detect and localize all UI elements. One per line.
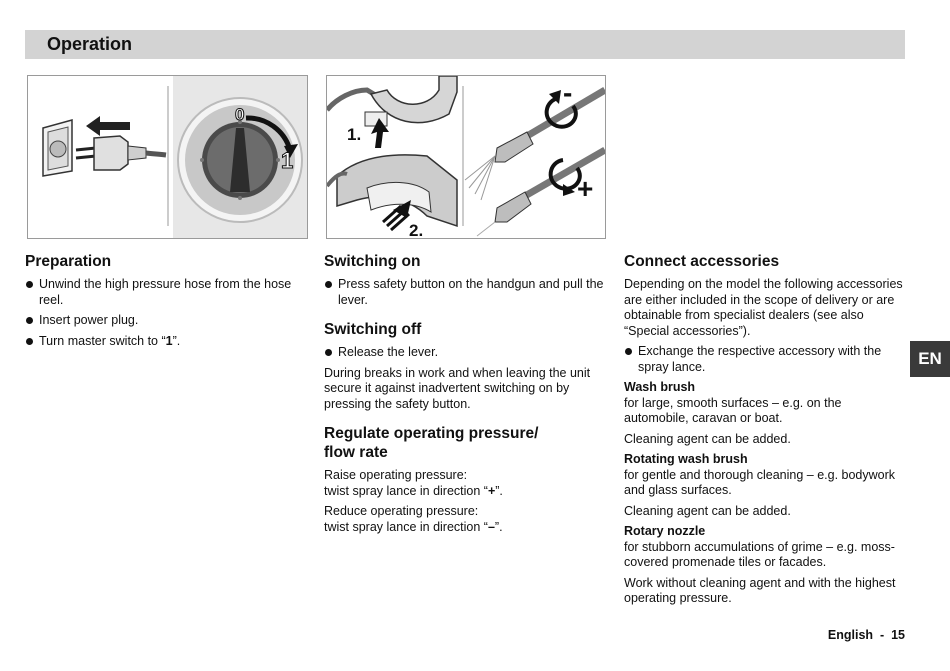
section-header-bar bbox=[25, 30, 905, 59]
wash-brush-title: Wash brush bbox=[624, 380, 696, 394]
spray-lance-icon bbox=[465, 90, 605, 236]
bullet-icon bbox=[625, 348, 632, 355]
accessories-heading: Connect accessories bbox=[624, 253, 780, 270]
bullet-icon bbox=[26, 317, 33, 324]
raise-pressure-text: Raise operating pressure: twist spray lance in direction “+”. bbox=[324, 468, 503, 498]
power-socket-icon bbox=[43, 120, 72, 176]
master-switch-dial bbox=[178, 98, 302, 222]
switching-off-note: During breaks in work and when leaving the unit secure it against inadvertent switching on by pressing the safety button. bbox=[324, 365, 591, 411]
bullet-item: Press safety button on the handgun and pull the lever. bbox=[324, 277, 609, 308]
lance-label-minus: - bbox=[563, 77, 573, 108]
bullet-item: Insert power plug. bbox=[25, 313, 308, 329]
rotary-nozzle-note: Work without cleaning agent and with the highest operating pressure. bbox=[624, 575, 896, 605]
rotary-nozzle-desc: for stubborn accumulations of grime – e.g. moss-covered promenade tiles or facades. bbox=[624, 539, 895, 569]
switching-off-heading: Switching off bbox=[324, 321, 422, 338]
reduce-pressure-text: Reduce operating pressure: twist spray lance in direction “–”. bbox=[324, 504, 503, 534]
bullet-item: Release the lever. bbox=[324, 345, 609, 361]
lance-label-plus: + bbox=[577, 173, 594, 204]
dial-label-off: 0 bbox=[235, 105, 245, 124]
step-label-1: 1. bbox=[347, 125, 362, 144]
bullet-icon bbox=[26, 338, 33, 345]
rotating-brush-note: Cleaning agent can be added. bbox=[624, 503, 791, 518]
bullet-icon bbox=[26, 281, 33, 288]
column-accessories bbox=[624, 252, 909, 612]
wash-brush-note: Cleaning agent can be added. bbox=[624, 431, 791, 446]
figure-plug-and-switch bbox=[27, 75, 308, 239]
page-footer: English - 15 bbox=[827, 628, 905, 642]
column-switching bbox=[324, 252, 609, 540]
language-tab: EN bbox=[910, 341, 950, 377]
wash-brush-desc: for large, smooth surfaces – e.g. on the automobile, caravan or boat. bbox=[624, 395, 842, 425]
rotary-nozzle-title: Rotary nozzle bbox=[624, 524, 706, 538]
bullet-icon bbox=[325, 281, 332, 288]
bullet-item: Unwind the high pressure hose from the hose reel. bbox=[25, 277, 308, 308]
switching-on-heading: Switching on bbox=[324, 253, 421, 270]
bullet-item: Exchange the respective accessory with the spray lance. bbox=[624, 344, 909, 375]
regulate-heading: Regulate operating pressure/ flow rate bbox=[324, 425, 539, 461]
preparation-heading: Preparation bbox=[25, 253, 112, 270]
figure-handgun-and-lance bbox=[326, 75, 606, 239]
handgun-icon bbox=[327, 76, 457, 226]
bullet-icon bbox=[325, 349, 332, 356]
bullet-item: Turn master switch to “1”. bbox=[25, 334, 308, 350]
page-title: Operation bbox=[47, 34, 133, 54]
accessories-intro: Depending on the model the following accessories are either included in the scope of delivery or are obtainable from specialist dealers (see also “Special accessories”). bbox=[624, 277, 903, 338]
rotating-brush-title: Rotating wash brush bbox=[624, 452, 748, 466]
column-preparation bbox=[25, 252, 308, 354]
dial-label-on: 1 bbox=[281, 148, 294, 173]
step-label-2: 2. bbox=[409, 221, 424, 238]
rotating-brush-desc: for gentle and thorough cleaning – e.g. bodywork and glass surfaces. bbox=[624, 467, 896, 497]
